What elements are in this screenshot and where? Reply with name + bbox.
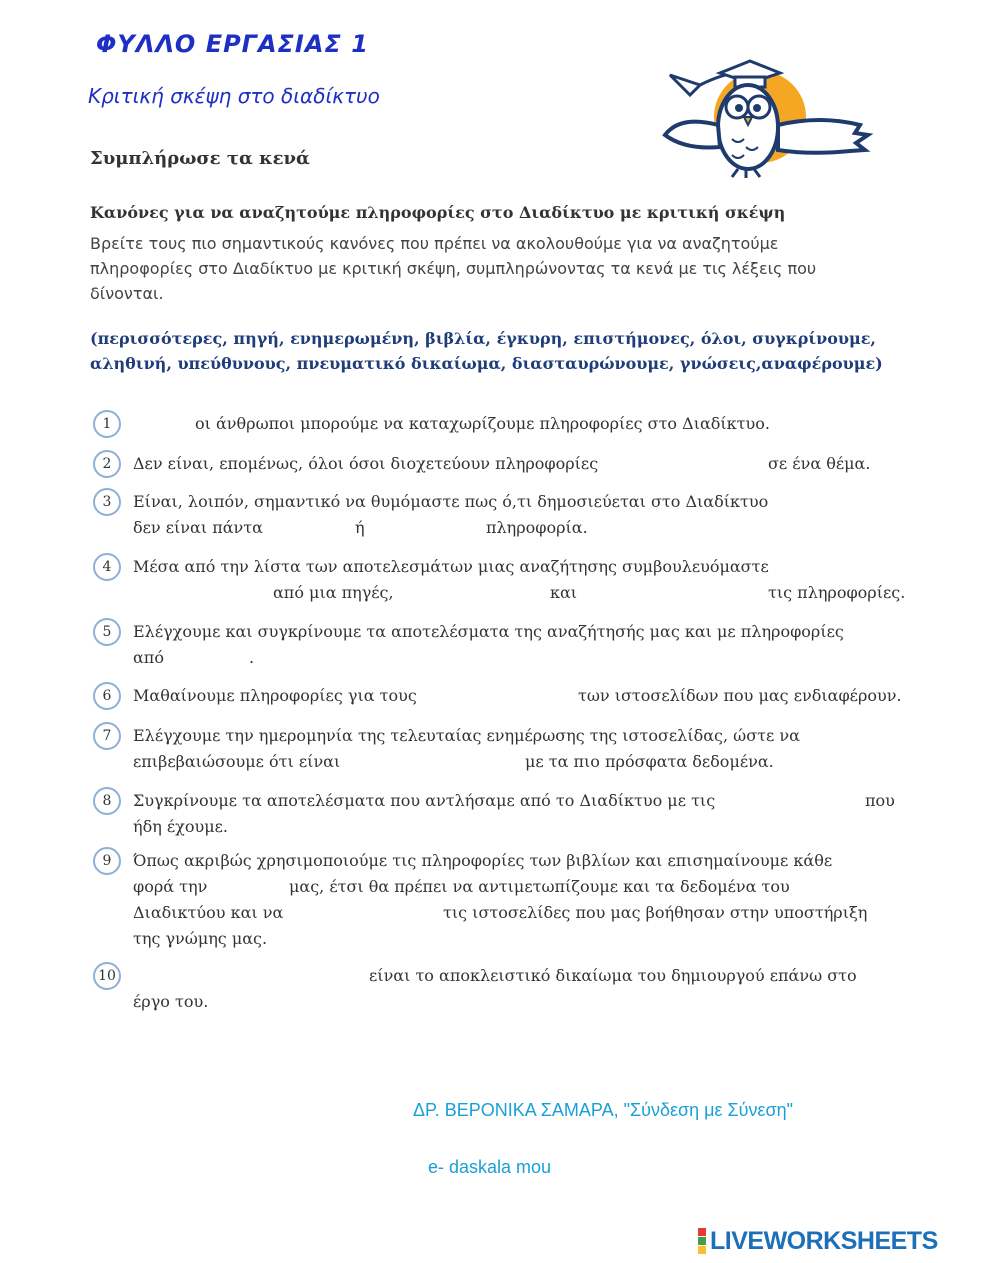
- item-text: τις ιστοσελίδες που μας βοήθησαν στην υποστήριξη: [443, 903, 868, 922]
- item-text: της γνώμης μας.: [133, 929, 268, 948]
- word-bank-line: (περισσότερες, πηγή, ενημερωμένη, βιβλία, έγκυρη, επιστήμονες, όλοι, συγκρίνουμε,: [90, 329, 876, 348]
- item-number-badge: 9: [93, 847, 121, 875]
- item-number-badge: 8: [93, 787, 121, 815]
- item-text: έργο του.: [133, 992, 209, 1011]
- item-text: από μια πηγές,: [273, 583, 394, 602]
- intro-line: δίνονται.: [90, 284, 164, 303]
- item-number-badge: 1: [93, 410, 121, 438]
- author-credit: ΔΡ. ΒΕΡΟΝΙΚΑ ΣΑΜΑΡΑ, "Σύνδεση με Σύνεση": [413, 1100, 794, 1120]
- item-text: τις πληροφορίες.: [768, 583, 906, 602]
- item-text: Όπως ακριβώς χρησιμοποιούμε τις πληροφορίες των βιβλίων και επισημαίνουμε κάθε: [133, 851, 833, 870]
- fill-blanks-heading: Συμπλήρωσε τα κενά: [90, 148, 310, 169]
- item-text: Μέσα από την λίστα των αποτελεσμάτων μιας αναζήτησης συμβουλευόμαστε: [133, 557, 769, 576]
- item-number-badge: 6: [93, 682, 121, 710]
- item-text: πληροφορία.: [486, 518, 588, 537]
- item-text: Ελέγχουμε την ημερομηνία της τελευταίας ενημέρωσης της ιστοσελίδας, ώστε να: [133, 726, 800, 745]
- item-text: Μαθαίνουμε πληροφορίες για τους: [133, 686, 417, 705]
- item-text: μας, έτσι θα πρέπει να αντιμετωπίζουμε και τα δεδομένα του: [289, 877, 790, 896]
- item-text: με τα πιο πρόσφατα δεδομένα.: [525, 752, 774, 771]
- rules-heading: Κανόνες για να αναζητούμε πληροφορίες στο Διαδίκτυο με κριτική σκέψη: [90, 203, 786, 222]
- logo-square: [698, 1228, 706, 1236]
- item-text: των ιστοσελίδων που μας ενδιαφέρουν.: [578, 686, 902, 705]
- item-text: οι άνθρωποι μπορούμε να καταχωρίζουμε πληροφορίες στο Διαδίκτυο.: [195, 414, 770, 433]
- item-number-badge: 4: [93, 553, 121, 581]
- logo-squares-icon: [698, 1228, 706, 1254]
- item-text: φορά την: [133, 877, 208, 896]
- item-text: Συγκρίνουμε τα αποτελέσματα που αντλήσαμε από το Διαδίκτυο με τις: [133, 791, 716, 810]
- item-text: ή: [355, 518, 365, 537]
- worksheet-subtitle: Κριτική σκέψη στο διαδίκτυο: [88, 84, 380, 108]
- item-number-badge: 5: [93, 618, 121, 646]
- item-number-badge: 7: [93, 722, 121, 750]
- item-text: και: [550, 583, 578, 602]
- item-number-badge: 3: [93, 488, 121, 516]
- worksheet-title: ΦΥΛΛΟ ΕΡΓΑΣΙΑΣ 1: [96, 30, 369, 58]
- logo-square: [698, 1237, 706, 1245]
- item-text: που: [865, 791, 895, 810]
- logo-square: [698, 1246, 706, 1254]
- logo-text: LIVEWORKSHEETS: [710, 1226, 938, 1255]
- word-bank: [90, 326, 940, 376]
- item-text: σε ένα θέμα.: [768, 454, 871, 473]
- item-number-badge: 10: [93, 962, 121, 990]
- intro-line: πληροφορίες στο Διαδίκτυο με κριτική σκέψη, συμπληρώνοντας τα κενά με τις λέξεις που: [90, 259, 817, 278]
- item-text: από: [133, 648, 164, 667]
- item-text: ήδη έχουμε.: [133, 817, 229, 836]
- intro-line: Βρείτε τους πιο σημαντικούς κανόνες που πρέπει να ακολουθούμε για να αναζητούμε: [90, 234, 779, 253]
- item-text: Ελέγχουμε και συγκρίνουμε τα αποτελέσματα της αναζήτησής μας και με πληροφορίες: [133, 622, 844, 641]
- item-text: Είναι, λοιπόν, σημαντικό να θυμόμαστε πως ό,τι δημοσιεύεται στο Διαδίκτυο: [133, 492, 769, 511]
- word-bank-line: αληθινή, υπεύθυνους, πνευματικό δικαίωμα, διασταυρώνουμε, γνώσεις,αναφέρουμε): [90, 354, 883, 373]
- owl-mascot-icon: [660, 55, 875, 185]
- item-text: δεν είναι πάντα: [133, 518, 263, 537]
- item-number-badge: 2: [93, 450, 121, 478]
- item-text: επιβεβαιώσουμε ότι είναι: [133, 752, 341, 771]
- intro-paragraph: [90, 231, 920, 306]
- item-text: .: [249, 648, 255, 667]
- item-text: είναι το αποκλειστικό δικαίωμα του δημιουργού επάνω στο: [369, 966, 857, 985]
- site-credit: e- daskala mou: [428, 1157, 552, 1177]
- liveworksheets-logo: [698, 1226, 938, 1256]
- item-text: Διαδικτύου και να: [133, 903, 284, 922]
- item-text: Δεν είναι, επομένως, όλοι όσοι διοχετεύουν πληροφορίες: [133, 454, 599, 473]
